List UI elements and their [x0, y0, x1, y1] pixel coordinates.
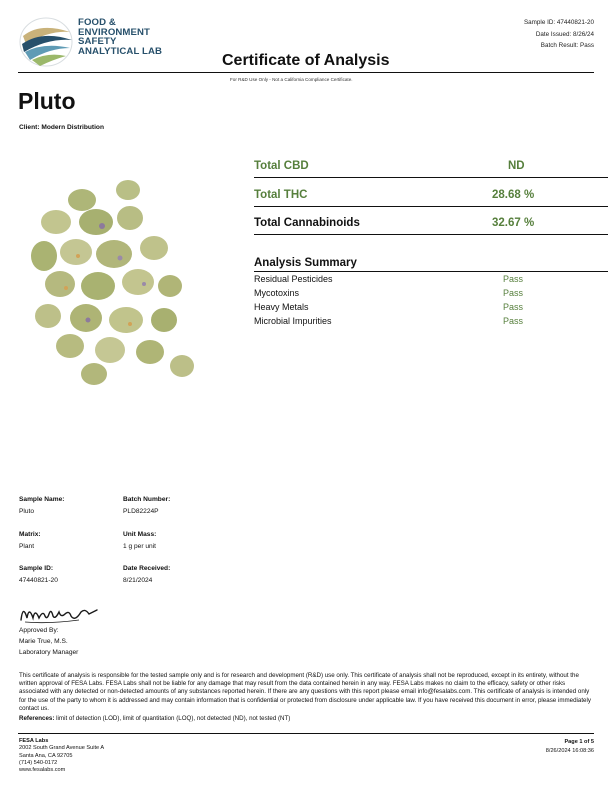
approver-name: Marie True, M.S.: [19, 638, 68, 645]
logo-text: [78, 18, 162, 56]
references-label: References:: [19, 715, 55, 722]
total-cbd-label: Total CBD: [254, 160, 309, 172]
footer-page-info: [546, 738, 594, 756]
matrix-label: Matrix:: [19, 531, 41, 538]
total-cannabinoids-label: Total Cannabinoids: [254, 217, 360, 229]
website-link[interactable]: www.fesalabs.com: [19, 767, 66, 774]
analysis-item: Microbial Impurities: [254, 316, 332, 326]
date-received-label: Date Received:: [123, 565, 171, 572]
sample-name-label: Sample Name:: [19, 496, 65, 503]
rd-disclaimer: For R&D Use Only - Not a California Compliance Certificate.: [230, 77, 353, 82]
references-text: limit of detection (LOD), limit of quantitation (LOQ), not detected (ND), not tested (NT): [56, 715, 291, 722]
unit-mass-value: 1 g per unit: [123, 543, 156, 550]
footer-divider: [18, 733, 594, 734]
product-name: Pluto: [18, 88, 76, 114]
signature-icon: [19, 600, 99, 626]
document-title: Certificate of Analysis: [222, 52, 390, 69]
totals-divider: [254, 206, 608, 207]
logo-line: ANALYTICAL LAB: [78, 45, 163, 57]
client-name: Client: Modern Distribution: [19, 124, 104, 131]
analysis-status: Pass: [503, 288, 524, 298]
references: [19, 715, 290, 722]
analysis-item: Mycotoxins: [254, 288, 300, 298]
logo-line: SAFETY: [78, 36, 117, 47]
batch-number-value: PLD82224P: [123, 508, 159, 515]
header-batch-result: Batch Result: Pass: [540, 42, 594, 50]
address-line-1: 2002 South Grand Avenue Suite A: [19, 745, 105, 752]
logo-line: FOOD &: [78, 17, 116, 28]
lab-name: FESA Labs: [19, 738, 49, 744]
header-meta: [524, 17, 594, 52]
footer-timestamp: 8/26/2024 16:08:36: [545, 748, 594, 754]
totals-divider: [254, 234, 608, 235]
page-number: Page 1 of 5: [564, 739, 594, 745]
header-sample-id: Sample ID: 47440821-20: [523, 19, 594, 26]
batch-number-label: Batch Number:: [123, 496, 171, 503]
analysis-summary-divider: [254, 271, 608, 272]
address-line-2: Santa Ana, CA 92705: [19, 752, 73, 759]
logo-line: ENVIRONMENT: [78, 26, 150, 38]
total-thc-label: Total THC: [254, 189, 308, 201]
header-divider: [18, 72, 594, 73]
date-received-value: 8/21/2024: [123, 577, 153, 584]
approved-by-label: Approved By:: [19, 627, 59, 634]
total-thc-value: 28.68 %: [492, 189, 535, 201]
approver-role: Laboratory Manager: [19, 649, 79, 656]
sample-id-label: Sample ID:: [19, 565, 54, 572]
totals-divider: [254, 177, 608, 178]
analysis-item: Residual Pesticides: [254, 274, 333, 284]
analysis-summary-title: Analysis Summary: [254, 257, 357, 269]
legal-disclaimer: This certificate of analysis is responsible for the tested sample only and is for research and development (R&D) use only. This certificate of analysis shall not be reproduced, except in its entirety, without the written approval of FESA Labs. FESA Labs shall not be liable for any damage that may result from the data contained herein in any way. FESA Labs makes no claim to the efficacy, safety or other risks associated with any detected or non-detected amounts of any substances reported herein. If there are any questions with this report please email info@fesalabs.com. This certificate of analysis is intended only for the use of the party to whom it is addressed and may contain information that is confidential or protected from disclosure under applicable law. If you have received this document in error, please immediately contact us.: [19, 672, 591, 712]
sample-name-value: Pluto: [19, 508, 35, 515]
analysis-status: Pass: [503, 302, 524, 312]
sample-id-value: 47440821-20: [19, 577, 58, 584]
header-date-issued: Date Issued: 8/26/24: [535, 30, 594, 38]
phone: (714) 540-0172: [19, 759, 58, 766]
analysis-status: Pass: [503, 274, 524, 284]
analysis-item: Heavy Metals: [254, 302, 309, 312]
flower-buds: [31, 180, 194, 385]
analysis-status: Pass: [503, 316, 524, 326]
footer-address: [19, 738, 104, 774]
unit-mass-label: Unit Mass:: [123, 531, 157, 538]
total-cbd-value: ND: [508, 160, 525, 172]
total-cannabinoids-value: 32.67 %: [492, 217, 535, 229]
product-photo: [18, 170, 228, 410]
matrix-value: Plant: [19, 543, 35, 550]
